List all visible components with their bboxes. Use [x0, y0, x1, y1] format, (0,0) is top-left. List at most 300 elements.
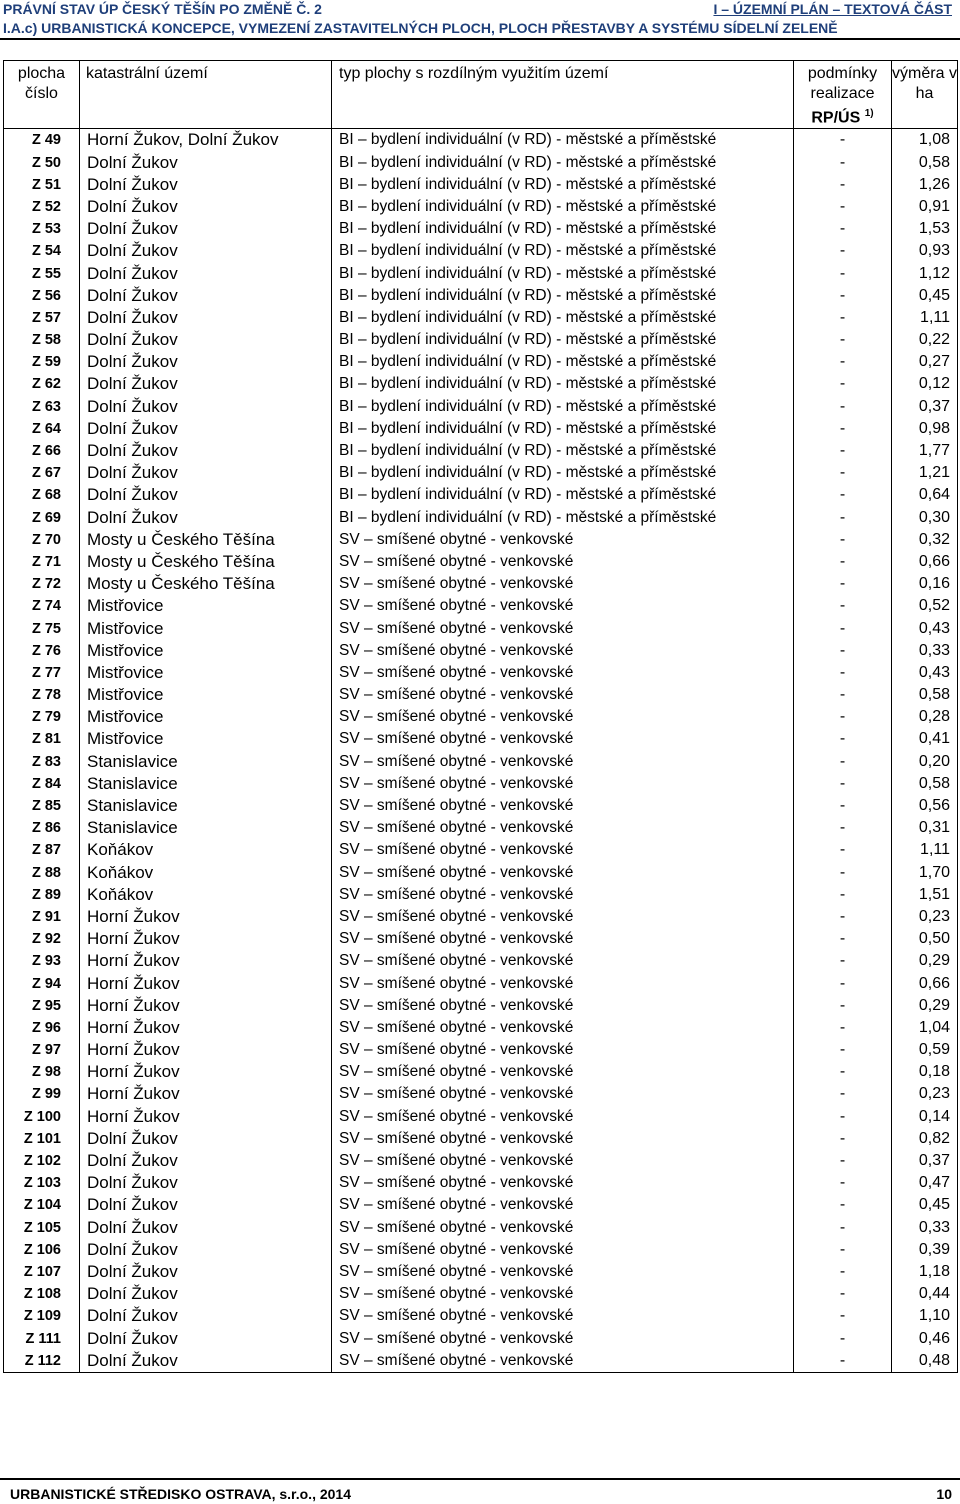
cell-podminky: - [794, 884, 892, 906]
col-header-katastralni-uzemi: katastrální území [80, 61, 332, 129]
table-row [4, 1150, 958, 1172]
table-row [4, 1017, 958, 1039]
cell-podminky: - [794, 196, 892, 218]
document-footer [0, 1478, 960, 1504]
cell-podminky: - [794, 573, 892, 595]
table-row [4, 396, 958, 418]
table-row [4, 551, 958, 573]
cell-typ-plochy: BI – bydlení individuální (v RD) - městské a příměstské [332, 196, 794, 218]
cell-katastralni-uzemi: Mistřovice [80, 684, 332, 706]
cell-vymera: 1,77 [892, 440, 958, 462]
table-row [4, 839, 958, 861]
table-row [4, 972, 958, 994]
cell-katastralni-uzemi: Dolní Žukov [80, 462, 332, 484]
cell-vymera: 0,50 [892, 928, 958, 950]
cell-plocha: Z 91 [4, 906, 80, 928]
cell-podminky: - [794, 152, 892, 174]
cell-plocha: Z 105 [4, 1217, 80, 1239]
cell-katastralni-uzemi: Koňákov [80, 862, 332, 884]
cell-typ-plochy: SV – smíšené obytné - venkovské [332, 795, 794, 817]
table-row [4, 240, 958, 262]
cell-plocha: Z 99 [4, 1083, 80, 1105]
cell-vymera: 1,18 [892, 1261, 958, 1283]
cell-plocha: Z 54 [4, 240, 80, 262]
cell-plocha: Z 59 [4, 351, 80, 373]
cell-plocha: Z 85 [4, 795, 80, 817]
cell-podminky: - [794, 1194, 892, 1216]
cell-typ-plochy: SV – smíšené obytné - venkovské [332, 662, 794, 684]
cell-katastralni-uzemi: Dolní Žukov [80, 351, 332, 373]
cell-vymera: 0,47 [892, 1172, 958, 1194]
cell-katastralni-uzemi: Dolní Žukov [80, 1327, 332, 1349]
cell-typ-plochy: BI – bydlení individuální (v RD) - městské a příměstské [332, 174, 794, 196]
table-row [4, 440, 958, 462]
cell-typ-plochy: SV – smíšené obytné - venkovské [332, 1350, 794, 1373]
table-row [4, 307, 958, 329]
table-row [4, 640, 958, 662]
cell-vymera: 0,58 [892, 773, 958, 795]
cell-typ-plochy: BI – bydlení individuální (v RD) - městské a příměstské [332, 129, 794, 152]
header-right-title: I – ÚZEMNÍ PLÁN – TEXTOVÁ ČÁST [713, 1, 952, 17]
cell-podminky: - [794, 285, 892, 307]
table-row [4, 484, 958, 506]
table-row [4, 995, 958, 1017]
cell-podminky: - [794, 373, 892, 395]
cell-plocha: Z 111 [4, 1327, 80, 1349]
cell-vymera: 0,31 [892, 817, 958, 839]
table-row [4, 595, 958, 617]
cell-katastralni-uzemi: Dolní Žukov [80, 152, 332, 174]
cell-typ-plochy: SV – smíšené obytné - venkovské [332, 906, 794, 928]
cell-plocha: Z 97 [4, 1039, 80, 1061]
cell-podminky: - [794, 662, 892, 684]
cell-podminky: - [794, 617, 892, 639]
cell-vymera: 0,33 [892, 640, 958, 662]
cell-plocha: Z 74 [4, 595, 80, 617]
cell-katastralni-uzemi: Stanislavice [80, 773, 332, 795]
cell-vymera: 0,28 [892, 706, 958, 728]
table-row [4, 329, 958, 351]
cell-katastralni-uzemi: Dolní Žukov [80, 285, 332, 307]
cell-podminky: - [794, 773, 892, 795]
cell-podminky: - [794, 1350, 892, 1373]
cell-katastralni-uzemi: Koňákov [80, 884, 332, 906]
cell-typ-plochy: SV – smíšené obytné - venkovské [332, 817, 794, 839]
cell-vymera: 0,56 [892, 795, 958, 817]
cell-vymera: 0,45 [892, 285, 958, 307]
cell-podminky: - [794, 240, 892, 262]
table-row [4, 817, 958, 839]
table-row [4, 1128, 958, 1150]
cell-plocha: Z 112 [4, 1350, 80, 1373]
cell-podminky: - [794, 1172, 892, 1194]
col-header-podminky [794, 61, 892, 129]
cell-vymera: 0,43 [892, 617, 958, 639]
cell-typ-plochy: SV – smíšené obytné - venkovské [332, 862, 794, 884]
section-title: I.A.c) URBANISTICKÁ KONCEPCE, VYMEZENÍ ZASTAVITELNÝCH PLOCH, PLOCH PŘESTAVBY A SYSTÉMU SÍDELNÍ ZELENĚ [3, 20, 838, 36]
cell-plocha: Z 88 [4, 862, 80, 884]
cell-typ-plochy: SV – smíšené obytné - venkovské [332, 1327, 794, 1349]
cell-katastralni-uzemi: Horní Žukov [80, 1039, 332, 1061]
cell-typ-plochy: SV – smíšené obytné - venkovské [332, 884, 794, 906]
cell-typ-plochy: BI – bydlení individuální (v RD) - městské a příměstské [332, 351, 794, 373]
cell-podminky: - [794, 1217, 892, 1239]
table-row [4, 773, 958, 795]
cell-katastralni-uzemi: Horní Žukov [80, 972, 332, 994]
cell-podminky: - [794, 1083, 892, 1105]
cell-podminky: - [794, 928, 892, 950]
cell-katastralni-uzemi: Dolní Žukov [80, 1172, 332, 1194]
cell-katastralni-uzemi: Mosty u Českého Těšína [80, 529, 332, 551]
cell-vymera: 0,98 [892, 418, 958, 440]
table-row [4, 218, 958, 240]
cell-katastralni-uzemi: Dolní Žukov [80, 373, 332, 395]
cell-plocha: Z 62 [4, 373, 80, 395]
table-row [4, 617, 958, 639]
table-row [4, 1172, 958, 1194]
cell-katastralni-uzemi: Stanislavice [80, 817, 332, 839]
cell-podminky: - [794, 1106, 892, 1128]
table-row [4, 373, 958, 395]
cell-plocha: Z 84 [4, 773, 80, 795]
table-row [4, 573, 958, 595]
cell-vymera: 1,11 [892, 307, 958, 329]
cell-podminky: - [794, 706, 892, 728]
cell-typ-plochy: SV – smíšené obytné - venkovské [332, 995, 794, 1017]
cell-typ-plochy: SV – smíšené obytné - venkovské [332, 751, 794, 773]
cell-podminky: - [794, 728, 892, 750]
col-header-rp-us: RP/ÚS [811, 109, 861, 127]
cell-typ-plochy: SV – smíšené obytné - venkovské [332, 684, 794, 706]
cell-katastralni-uzemi: Dolní Žukov [80, 1217, 332, 1239]
cell-vymera: 0,18 [892, 1061, 958, 1083]
cell-katastralni-uzemi: Dolní Žukov [80, 1150, 332, 1172]
cell-typ-plochy: SV – smíšené obytné - venkovské [332, 1261, 794, 1283]
cell-vymera: 1,26 [892, 174, 958, 196]
table-row [4, 1283, 958, 1305]
cell-typ-plochy: SV – smíšené obytné - venkovské [332, 1150, 794, 1172]
cell-typ-plochy: SV – smíšené obytné - venkovské [332, 573, 794, 595]
cell-plocha: Z 75 [4, 617, 80, 639]
cell-podminky: - [794, 174, 892, 196]
cell-typ-plochy: BI – bydlení individuální (v RD) - městské a příměstské [332, 329, 794, 351]
cell-podminky: - [794, 462, 892, 484]
table-row [4, 684, 958, 706]
cell-vymera: 1,21 [892, 462, 958, 484]
cell-vymera: 0,48 [892, 1350, 958, 1373]
cell-vymera: 0,14 [892, 1106, 958, 1128]
cell-typ-plochy: SV – smíšené obytné - venkovské [332, 1239, 794, 1261]
cell-typ-plochy: BI – bydlení individuální (v RD) - městské a příměstské [332, 440, 794, 462]
cell-plocha: Z 86 [4, 817, 80, 839]
table-row [4, 1039, 958, 1061]
cell-podminky: - [794, 640, 892, 662]
cell-plocha: Z 52 [4, 196, 80, 218]
cell-podminky: - [794, 751, 892, 773]
table-row [4, 1239, 958, 1261]
table-row [4, 862, 958, 884]
cell-vymera: 1,10 [892, 1305, 958, 1327]
table-row [4, 906, 958, 928]
cell-plocha: Z 108 [4, 1283, 80, 1305]
cell-vymera: 0,32 [892, 529, 958, 551]
cell-plocha: Z 71 [4, 551, 80, 573]
cell-typ-plochy: SV – smíšené obytné - venkovské [332, 706, 794, 728]
cell-typ-plochy: SV – smíšené obytné - venkovské [332, 1083, 794, 1105]
cell-typ-plochy: BI – bydlení individuální (v RD) - městské a příměstské [332, 285, 794, 307]
cell-vymera: 0,58 [892, 684, 958, 706]
cell-plocha: Z 93 [4, 950, 80, 972]
cell-plocha: Z 102 [4, 1150, 80, 1172]
cell-plocha: Z 58 [4, 329, 80, 351]
cell-plocha: Z 53 [4, 218, 80, 240]
cell-podminky: - [794, 1039, 892, 1061]
cell-plocha: Z 68 [4, 484, 80, 506]
cell-vymera: 0,46 [892, 1327, 958, 1349]
cell-katastralni-uzemi: Horní Žukov [80, 906, 332, 928]
cell-podminky: - [794, 817, 892, 839]
cell-podminky: - [794, 351, 892, 373]
cell-katastralni-uzemi: Dolní Žukov [80, 307, 332, 329]
cell-podminky: - [794, 329, 892, 351]
cell-vymera: 0,29 [892, 950, 958, 972]
cell-plocha: Z 76 [4, 640, 80, 662]
cell-katastralni-uzemi: Horní Žukov [80, 950, 332, 972]
cell-katastralni-uzemi: Stanislavice [80, 795, 332, 817]
cell-katastralni-uzemi: Horní Žukov [80, 928, 332, 950]
document-header [0, 0, 960, 18]
section-header [0, 18, 960, 40]
cell-katastralni-uzemi: Horní Žukov, Dolní Žukov [80, 129, 332, 152]
cell-katastralni-uzemi: Dolní Žukov [80, 196, 332, 218]
table-row [4, 928, 958, 950]
cell-typ-plochy: SV – smíšené obytné - venkovské [332, 617, 794, 639]
cell-vymera: 0,37 [892, 396, 958, 418]
cell-plocha: Z 49 [4, 129, 80, 152]
table-row [4, 1083, 958, 1105]
table-row [4, 662, 958, 684]
cell-katastralni-uzemi: Horní Žukov [80, 1083, 332, 1105]
cell-podminky: - [794, 839, 892, 861]
footnote-marker: 1) [864, 108, 874, 119]
cell-podminky: - [794, 440, 892, 462]
cell-plocha: Z 94 [4, 972, 80, 994]
table-row [4, 1350, 958, 1373]
cell-plocha: Z 64 [4, 418, 80, 440]
cell-typ-plochy: SV – smíšené obytné - venkovské [332, 839, 794, 861]
cell-typ-plochy: BI – bydlení individuální (v RD) - městské a příměstské [332, 240, 794, 262]
cell-typ-plochy: SV – smíšené obytné - venkovské [332, 1106, 794, 1128]
cell-vymera: 0,43 [892, 662, 958, 684]
table-row [4, 262, 958, 284]
cell-vymera: 0,12 [892, 373, 958, 395]
cell-podminky: - [794, 396, 892, 418]
table-row [4, 1305, 958, 1327]
cell-vymera: 0,39 [892, 1239, 958, 1261]
cell-katastralni-uzemi: Mistřovice [80, 640, 332, 662]
cell-typ-plochy: SV – smíšené obytné - venkovské [332, 1194, 794, 1216]
cell-podminky: - [794, 950, 892, 972]
table-row [4, 1194, 958, 1216]
cell-vymera: 0,41 [892, 728, 958, 750]
cell-vymera: 0,22 [892, 329, 958, 351]
cell-plocha: Z 50 [4, 152, 80, 174]
cell-typ-plochy: SV – smíšené obytné - venkovské [332, 595, 794, 617]
cell-vymera: 0,45 [892, 1194, 958, 1216]
table-row [4, 196, 958, 218]
cell-plocha: Z 57 [4, 307, 80, 329]
cell-typ-plochy: SV – smíšené obytné - venkovské [332, 1172, 794, 1194]
cell-katastralni-uzemi: Mistřovice [80, 662, 332, 684]
table-row [4, 351, 958, 373]
cell-typ-plochy: BI – bydlení individuální (v RD) - městské a příměstské [332, 262, 794, 284]
table-row [4, 884, 958, 906]
cell-podminky: - [794, 129, 892, 152]
cell-plocha: Z 67 [4, 462, 80, 484]
cell-plocha: Z 72 [4, 573, 80, 595]
footer-publisher: URBANISTICKÉ STŘEDISKO OSTRAVA, s.r.o., 2014 [10, 1486, 351, 1502]
cell-typ-plochy: SV – smíšené obytné - venkovské [332, 928, 794, 950]
cell-vymera: 0,37 [892, 1150, 958, 1172]
cell-katastralni-uzemi: Dolní Žukov [80, 329, 332, 351]
cell-katastralni-uzemi: Dolní Žukov [80, 507, 332, 529]
cell-typ-plochy: BI – bydlení individuální (v RD) - městské a příměstské [332, 373, 794, 395]
cell-podminky: - [794, 972, 892, 994]
cell-katastralni-uzemi: Mosty u Českého Těšína [80, 551, 332, 573]
table-row [4, 1327, 958, 1349]
cell-vymera: 0,66 [892, 551, 958, 573]
cell-katastralni-uzemi: Mosty u Českého Těšína [80, 573, 332, 595]
cell-vymera: 1,08 [892, 129, 958, 152]
cell-katastralni-uzemi: Dolní Žukov [80, 1350, 332, 1373]
cell-plocha: Z 100 [4, 1106, 80, 1128]
cell-katastralni-uzemi: Mistřovice [80, 595, 332, 617]
cell-podminky: - [794, 551, 892, 573]
cell-podminky: - [794, 1239, 892, 1261]
cell-typ-plochy: SV – smíšené obytné - venkovské [332, 1217, 794, 1239]
table-row [4, 706, 958, 728]
col-header-vymera: výměra v ha [892, 61, 958, 129]
cell-typ-plochy: SV – smíšené obytné - venkovské [332, 1061, 794, 1083]
cell-podminky: - [794, 1017, 892, 1039]
cell-vymera: 0,27 [892, 351, 958, 373]
cell-vymera: 1,70 [892, 862, 958, 884]
cell-katastralni-uzemi: Dolní Žukov [80, 1239, 332, 1261]
col-header-plocha: plocha číslo [4, 61, 80, 129]
cell-podminky: - [794, 1283, 892, 1305]
cell-typ-plochy: BI – bydlení individuální (v RD) - městské a příměstské [332, 462, 794, 484]
cell-typ-plochy: BI – bydlení individuální (v RD) - městské a příměstské [332, 218, 794, 240]
cell-podminky: - [794, 1128, 892, 1150]
cell-plocha: Z 70 [4, 529, 80, 551]
cell-plocha: Z 89 [4, 884, 80, 906]
cell-vymera: 1,12 [892, 262, 958, 284]
cell-plocha: Z 83 [4, 751, 80, 773]
cell-podminky: - [794, 684, 892, 706]
cell-vymera: 0,23 [892, 906, 958, 928]
header-left-title: PRÁVNÍ STAV ÚP ČESKÝ TĚŠÍN PO ZMĚNĚ Č. 2 [3, 1, 322, 17]
table-row [4, 529, 958, 551]
table-row [4, 285, 958, 307]
cell-vymera: 0,93 [892, 240, 958, 262]
cell-vymera: 1,04 [892, 1017, 958, 1039]
cell-vymera: 0,91 [892, 196, 958, 218]
cell-vymera: 0,30 [892, 507, 958, 529]
cell-typ-plochy: SV – smíšené obytné - venkovské [332, 1283, 794, 1305]
cell-katastralni-uzemi: Dolní Žukov [80, 1283, 332, 1305]
cell-podminky: - [794, 1327, 892, 1349]
cell-vymera: 0,82 [892, 1128, 958, 1150]
table-row [4, 751, 958, 773]
cell-katastralni-uzemi: Horní Žukov [80, 995, 332, 1017]
cell-vymera: 0,33 [892, 1217, 958, 1239]
cell-typ-plochy: SV – smíšené obytné - venkovské [332, 728, 794, 750]
cell-typ-plochy: SV – smíšené obytné - venkovské [332, 950, 794, 972]
cell-katastralni-uzemi: Dolní Žukov [80, 1305, 332, 1327]
table-row [4, 507, 958, 529]
cell-katastralni-uzemi: Dolní Žukov [80, 396, 332, 418]
cell-podminky: - [794, 218, 892, 240]
cell-katastralni-uzemi: Stanislavice [80, 751, 332, 773]
cell-plocha: Z 101 [4, 1128, 80, 1150]
table-row [4, 950, 958, 972]
cell-typ-plochy: SV – smíšené obytné - venkovské [332, 972, 794, 994]
cell-podminky: - [794, 1150, 892, 1172]
cell-katastralni-uzemi: Dolní Žukov [80, 1194, 332, 1216]
cell-podminky: - [794, 507, 892, 529]
table-row [4, 1061, 958, 1083]
cell-plocha: Z 98 [4, 1061, 80, 1083]
cell-plocha: Z 69 [4, 507, 80, 529]
cell-typ-plochy: SV – smíšené obytné - venkovské [332, 551, 794, 573]
cell-plocha: Z 79 [4, 706, 80, 728]
cell-katastralni-uzemi: Mistřovice [80, 617, 332, 639]
cell-podminky: - [794, 1305, 892, 1327]
cell-katastralni-uzemi: Dolní Žukov [80, 262, 332, 284]
cell-typ-plochy: BI – bydlení individuální (v RD) - městské a příměstské [332, 396, 794, 418]
cell-typ-plochy: BI – bydlení individuální (v RD) - městské a příměstské [332, 418, 794, 440]
cell-plocha: Z 104 [4, 1194, 80, 1216]
cell-typ-plochy: SV – smíšené obytné - venkovské [332, 1305, 794, 1327]
table-row [4, 152, 958, 174]
cell-plocha: Z 55 [4, 262, 80, 284]
areas-table [3, 60, 958, 1373]
page-number: 10 [936, 1486, 952, 1502]
cell-typ-plochy: SV – smíšené obytné - venkovské [332, 1017, 794, 1039]
cell-typ-plochy: BI – bydlení individuální (v RD) - městské a příměstské [332, 507, 794, 529]
table-header-row [4, 61, 958, 129]
cell-katastralni-uzemi: Mistřovice [80, 728, 332, 750]
cell-katastralni-uzemi: Dolní Žukov [80, 484, 332, 506]
table-row [4, 174, 958, 196]
cell-katastralni-uzemi: Horní Žukov [80, 1017, 332, 1039]
cell-podminky: - [794, 262, 892, 284]
cell-typ-plochy: BI – bydlení individuální (v RD) - městské a příměstské [332, 152, 794, 174]
cell-katastralni-uzemi: Horní Žukov [80, 1106, 332, 1128]
cell-podminky: - [794, 307, 892, 329]
cell-vymera: 1,51 [892, 884, 958, 906]
cell-katastralni-uzemi: Dolní Žukov [80, 174, 332, 196]
cell-plocha: Z 92 [4, 928, 80, 950]
cell-plocha: Z 63 [4, 396, 80, 418]
cell-plocha: Z 56 [4, 285, 80, 307]
cell-plocha: Z 96 [4, 1017, 80, 1039]
cell-plocha: Z 66 [4, 440, 80, 462]
cell-plocha: Z 107 [4, 1261, 80, 1283]
table-row [4, 728, 958, 750]
cell-plocha: Z 87 [4, 839, 80, 861]
cell-vymera: 0,23 [892, 1083, 958, 1105]
